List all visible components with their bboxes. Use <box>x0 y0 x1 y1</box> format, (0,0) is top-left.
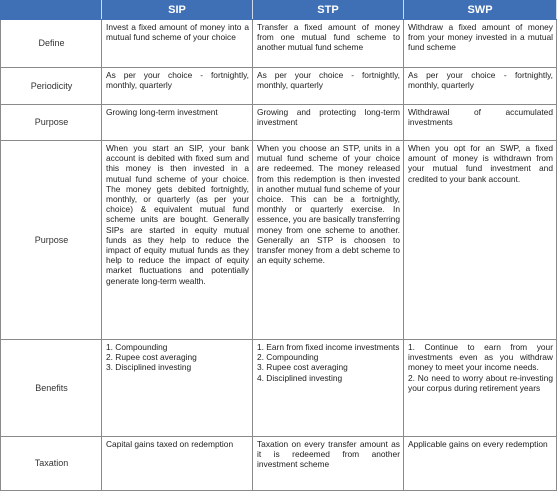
cell-benefits-sip: 1. Compounding 2. Rupee cost averaging 3. Disciplined investing <box>102 340 253 437</box>
row-label-define: Define <box>1 20 102 68</box>
row-purpose-short <box>1 105 557 141</box>
cell-define-stp: Transfer a fixed amount of money from one mutual fund scheme to another mutual fund scheme <box>253 20 404 68</box>
row-periodicity <box>1 68 557 105</box>
cell-periodicity-swp: As per your choice - fortnightly, monthly, quarterly <box>404 68 557 105</box>
cell-purpose-short-stp: Growing and protecting long-term investment <box>253 105 404 141</box>
cell-benefits-stp: 1. Earn from fixed income investments 2. Compounding 3. Rupee cost averaging 4. Disciplined investing <box>253 340 404 437</box>
cell-taxation-swp: Applicable gains on every redemption <box>404 437 557 491</box>
header-row <box>1 1 557 20</box>
header-stp: STP <box>253 1 404 20</box>
row-label-taxation: Taxation <box>1 437 102 491</box>
row-label-purpose-long: Purpose <box>1 141 102 340</box>
cell-benefits-swp: 1. Continue to earn from your investments even as you withdraw money to meet your income needs. 2. No need to worry about re-investing your corpus during retirement years <box>404 340 557 437</box>
header-corner <box>1 1 102 20</box>
row-define <box>1 20 557 68</box>
cell-purpose-short-sip: Growing long-term investment <box>102 105 253 141</box>
cell-periodicity-stp: As per your choice - fortnightly, monthly, quarterly <box>253 68 404 105</box>
row-benefits <box>1 340 557 437</box>
cell-purpose-short-swp: Withdrawal of accumulated investments <box>404 105 557 141</box>
cell-taxation-stp: Taxation on every transfer amount as it is redeemed from another investment scheme <box>253 437 404 491</box>
cell-purpose-long-stp: When you choose an STP, units in a mutual fund scheme of your choice are redeemed. The money released from this redemption is then invested in another mutual fund scheme of your choice. This can be a fortnightly, monthly or quarterly exercise. In essence, you are basically transferring money from one scheme to another. Generally an STP is choosen to transfer money from a debt scheme to an equity scheme. <box>253 141 404 340</box>
cell-purpose-long-sip: When you start an SIP, your bank account is debited with fixed sum and this money is then invested in a mutual fund scheme of your choice. The money gets debited fortnightly, monthly, or quarterly (as per your choice) & equivalent mutual fund scheme units are bought. Generally SIPs are started in equity mutual funds as they help to reduce the impact of equity mutual funds as they help to reduce the impact of equity market fluctuations and potentially generate long-term wealth. <box>102 141 253 340</box>
row-label-purpose-short: Purpose <box>1 105 102 141</box>
row-taxation <box>1 437 557 491</box>
row-label-benefits: Benefits <box>1 340 102 437</box>
cell-periodicity-sip: As per your choice - fortnightly, monthly, quarterly <box>102 68 253 105</box>
cell-purpose-long-swp: When you opt for an SWP, a fixed amount of money is withdrawn from your mutual fund investment and credited to your bank account. <box>404 141 557 340</box>
cell-taxation-sip: Capital gains taxed on redemption <box>102 437 253 491</box>
header-sip: SIP <box>102 1 253 20</box>
row-purpose-long <box>1 141 557 340</box>
cell-define-swp: Withdraw a fixed amount of money from your money invested in a mutual fund scheme <box>404 20 557 68</box>
cell-define-sip: Invest a fixed amount of money into a mutual fund scheme of your choice <box>102 20 253 68</box>
row-label-periodicity: Periodicity <box>1 68 102 105</box>
header-swp: SWP <box>404 1 557 20</box>
